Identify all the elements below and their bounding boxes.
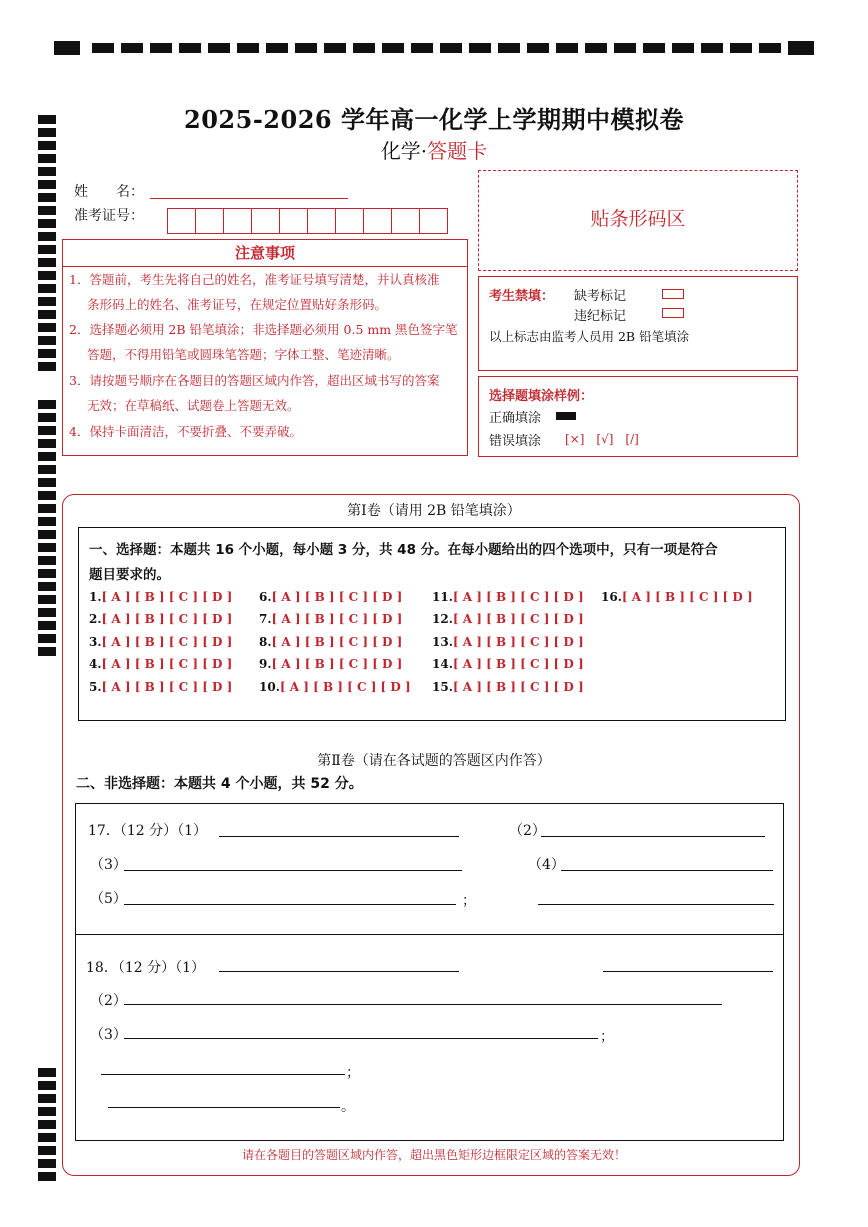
q18-period: 。 xyxy=(341,1099,355,1115)
mc-options[interactable]: [ A ] [ B ] [ C ] [ D ] xyxy=(271,635,403,649)
mc-question-10[interactable] xyxy=(259,680,411,694)
timing-mark xyxy=(38,582,56,591)
notice-item: 2．选择题必须用 2B 铅笔填涂；非选择题必须用 0.5 mm 黑色签字笔 xyxy=(69,322,458,337)
examiner-only-box xyxy=(478,276,798,371)
page-subtitle xyxy=(0,135,868,164)
mc-question-15[interactable] xyxy=(432,680,584,694)
mc-question-3[interactable] xyxy=(89,635,232,649)
mc-options[interactable]: [ A ] [ B ] [ C ] [ D ] xyxy=(271,612,403,626)
correct-fill-label: 正确填涂 xyxy=(489,411,542,426)
mc-question-number: 11. xyxy=(432,590,453,604)
mc-options[interactable]: [ A ] [ B ] [ C ] [ D ] xyxy=(279,680,411,694)
timing-mark xyxy=(38,271,56,280)
mc-question-8[interactable] xyxy=(259,635,402,649)
absent-mark-box[interactable] xyxy=(662,289,684,299)
timing-mark xyxy=(38,206,56,215)
timing-mark xyxy=(38,180,56,189)
q17-head: 17．（12 分）（1） xyxy=(88,823,207,839)
violation-label: 违纪标记 xyxy=(574,309,627,324)
mc-instruction-line1: 一、选择题：本题共 16 个小题，每小题 3 分，共 48 分。在每小题给出的四个选项中，只有一项是符合 xyxy=(89,542,718,558)
wrong-fill-label: 错误填涂 xyxy=(489,434,542,449)
sample-title: 选择题填涂样例： xyxy=(489,389,594,404)
timing-mark xyxy=(38,491,56,500)
q17-3-answer-line[interactable] xyxy=(124,870,462,871)
notice-item: 1．答题前，考生先将自己的姓名，准考证号填写清楚，并认真核准 xyxy=(69,272,440,287)
q17-1-answer-line[interactable] xyxy=(219,836,459,837)
timing-mark xyxy=(38,1068,56,1077)
forbidden-note: 以上标志由监考人员用 2B 铅笔填涂 xyxy=(489,329,690,344)
notice-item: 3．请按题号顺序在各题目的答题区域内作答，超出区域书写的答案 xyxy=(69,373,440,388)
mc-options[interactable]: [ A ] [ B ] [ C ] [ D ] xyxy=(621,590,753,604)
timing-mark xyxy=(38,621,56,630)
timing-mark xyxy=(38,297,56,306)
mc-question-number: 14. xyxy=(432,657,453,671)
q18-head: 18．（12 分）（1） xyxy=(86,960,205,976)
notice-box xyxy=(62,265,468,456)
q18-1-answer-line[interactable] xyxy=(219,971,459,972)
q17-5b-answer-line[interactable] xyxy=(538,904,774,905)
subtitle-prefix: 化学· xyxy=(380,139,428,163)
timing-mark xyxy=(38,1107,56,1116)
exam-id-label: 准考证号： xyxy=(74,208,144,224)
timing-mark xyxy=(38,426,56,435)
timing-mark xyxy=(38,452,56,461)
q18-1b-answer-line[interactable] xyxy=(603,971,773,972)
timing-mark xyxy=(38,336,56,345)
part2-instruction: 二、非选择题：本题共 4 个小题，共 52 分。 xyxy=(76,776,363,792)
mc-question-4[interactable] xyxy=(89,657,232,671)
timing-mark xyxy=(38,478,56,487)
timing-mark xyxy=(38,608,56,617)
mc-question-number: 16. xyxy=(601,590,622,604)
notice-item: 答题，不得用铅笔或圆珠笔答题；字体工整、笔迹清晰。 xyxy=(87,347,400,362)
timing-mark xyxy=(38,219,56,228)
mc-options[interactable]: [ A ] [ B ] [ C ] [ D ] xyxy=(271,657,403,671)
mc-question-number: 7. xyxy=(259,612,272,626)
timing-mark xyxy=(38,1094,56,1103)
timing-mark xyxy=(38,1120,56,1129)
mc-question-number: 1. xyxy=(89,590,102,604)
mc-question-13[interactable] xyxy=(432,635,584,649)
q17-5-label: （5） xyxy=(90,891,127,907)
mc-question-14[interactable] xyxy=(432,657,584,671)
q17-4-label: （4） xyxy=(528,857,565,873)
timing-mark xyxy=(38,647,56,656)
notice-item: 无效；在草稿纸、试题卷上答题无效。 xyxy=(87,398,300,413)
absent-label: 缺考标记 xyxy=(574,289,627,304)
q17-semicolon: ； xyxy=(462,893,476,909)
name-field[interactable] xyxy=(150,198,348,199)
timing-mark xyxy=(38,1133,56,1142)
non-choice-answer-box xyxy=(75,803,784,1141)
page-title: 2025-2026 学年高一化学上学期期中模拟卷 xyxy=(184,105,684,134)
question-divider xyxy=(76,934,783,935)
mc-options[interactable]: [ A ] [ B ] [ C ] [ D ] xyxy=(452,657,584,671)
timing-mark xyxy=(38,634,56,643)
footer-warning: 请在各题目的答题区域内作答，超出黑色矩形边框限定区域的答案无效！ xyxy=(241,1148,626,1162)
q18-3-answer-line[interactable] xyxy=(124,1038,598,1039)
q18-2-answer-line[interactable] xyxy=(124,1004,722,1005)
mc-question-16[interactable] xyxy=(601,590,753,604)
mc-question-2[interactable] xyxy=(89,612,232,626)
mc-options[interactable]: [ A ] [ B ] [ C ] [ D ] xyxy=(452,635,584,649)
mc-question-5[interactable] xyxy=(89,680,232,694)
q18-semicolon-1: ； xyxy=(600,1029,614,1045)
q18-3b-answer-line[interactable] xyxy=(101,1074,345,1075)
correct-fill-sample xyxy=(556,412,576,420)
q17-5-answer-line[interactable] xyxy=(124,904,456,905)
barcode-label: 贴条形码区 xyxy=(590,208,686,230)
timing-mark xyxy=(38,284,56,293)
timing-mark xyxy=(38,258,56,267)
mc-question-number: 2. xyxy=(89,612,102,626)
timing-mark xyxy=(38,530,56,539)
mc-question-number: 15. xyxy=(432,680,453,694)
q18-3-label: （3） xyxy=(90,1027,127,1043)
mc-question-number: 9. xyxy=(259,657,272,671)
barcode-area xyxy=(478,170,798,271)
q17-3-label: （3） xyxy=(90,857,127,873)
timing-mark xyxy=(38,1081,56,1090)
notice-title: 注意事项 xyxy=(62,239,468,267)
timing-mark xyxy=(38,400,56,409)
mc-instruction-line2: 题目要求的。 xyxy=(89,567,170,583)
q17-4-answer-line[interactable] xyxy=(561,870,773,871)
mc-question-number: 13. xyxy=(432,635,453,649)
timing-mark xyxy=(38,362,56,371)
multiple-choice-box xyxy=(78,527,786,721)
mc-question-number: 5. xyxy=(89,680,102,694)
timing-mark xyxy=(38,1172,56,1181)
timing-mark xyxy=(38,245,56,254)
part1-title: 第Ⅰ卷（请用 2B 铅笔填涂） xyxy=(347,503,521,519)
notice-item: 4．保持卡面清洁，不要折叠、不要弄破。 xyxy=(69,424,302,439)
mc-question-number: 3. xyxy=(89,635,102,649)
timing-mark xyxy=(38,595,56,604)
mc-question-number: 6. xyxy=(259,590,272,604)
timing-mark xyxy=(38,556,56,565)
mc-question-9[interactable] xyxy=(259,657,402,671)
mc-options[interactable]: [ A ] [ B ] [ C ] [ D ] xyxy=(271,590,403,604)
q17-2-answer-line[interactable] xyxy=(541,836,765,837)
exam-id-boxes[interactable] xyxy=(167,208,447,234)
wrong-fill-samples: [×] [√] [/] xyxy=(565,432,639,446)
notice-item: 条形码上的姓名、准考证号，在规定位置贴好条形码。 xyxy=(87,297,388,312)
timing-mark xyxy=(38,439,56,448)
mc-options[interactable]: [ A ] [ B ] [ C ] [ D ] xyxy=(101,612,233,626)
timing-mark xyxy=(38,465,56,474)
violation-mark-box[interactable] xyxy=(662,308,684,318)
mc-question-1[interactable] xyxy=(89,590,232,604)
timing-mark xyxy=(38,193,56,202)
fill-sample-box xyxy=(478,376,798,457)
q18-2-label: （2） xyxy=(90,993,127,1009)
mc-question-6[interactable] xyxy=(259,590,402,604)
timing-mark xyxy=(38,232,56,241)
timing-mark xyxy=(38,349,56,358)
forbidden-title: 考生禁填： xyxy=(489,289,555,304)
q18-3c-answer-line[interactable] xyxy=(108,1107,340,1108)
q17-2-label: （2） xyxy=(509,823,546,839)
mc-options[interactable]: [ A ] [ B ] [ C ] [ D ] xyxy=(452,612,584,626)
q18-semicolon-2: ； xyxy=(346,1065,360,1081)
mc-options[interactable]: [ A ] [ B ] [ C ] [ D ] xyxy=(452,680,584,694)
mc-question-number: 12. xyxy=(432,612,453,626)
timing-mark xyxy=(38,413,56,422)
subtitle-answer-card: 答题卡 xyxy=(427,139,488,163)
mc-options[interactable]: [ A ] [ B ] [ C ] [ D ] xyxy=(452,590,584,604)
mc-question-7[interactable] xyxy=(259,612,402,626)
part2-title: 第Ⅱ卷（请在各试题的答题区内作答） xyxy=(317,753,551,769)
mc-question-number: 8. xyxy=(259,635,272,649)
mc-options[interactable]: [ A ] [ B ] [ C ] [ D ] xyxy=(101,657,233,671)
mc-options[interactable]: [ A ] [ B ] [ C ] [ D ] xyxy=(101,680,233,694)
timing-mark xyxy=(38,167,56,176)
name-label: 姓 名： xyxy=(74,184,144,200)
mc-question-11[interactable] xyxy=(432,590,584,604)
mc-options[interactable]: [ A ] [ B ] [ C ] [ D ] xyxy=(101,590,233,604)
timing-mark xyxy=(38,569,56,578)
timing-mark xyxy=(38,543,56,552)
mc-question-number: 10. xyxy=(259,680,280,694)
timing-mark xyxy=(38,323,56,332)
mc-question-12[interactable] xyxy=(432,612,584,626)
mc-question-number: 4. xyxy=(89,657,102,671)
timing-mark xyxy=(38,310,56,319)
mc-options[interactable]: [ A ] [ B ] [ C ] [ D ] xyxy=(101,635,233,649)
